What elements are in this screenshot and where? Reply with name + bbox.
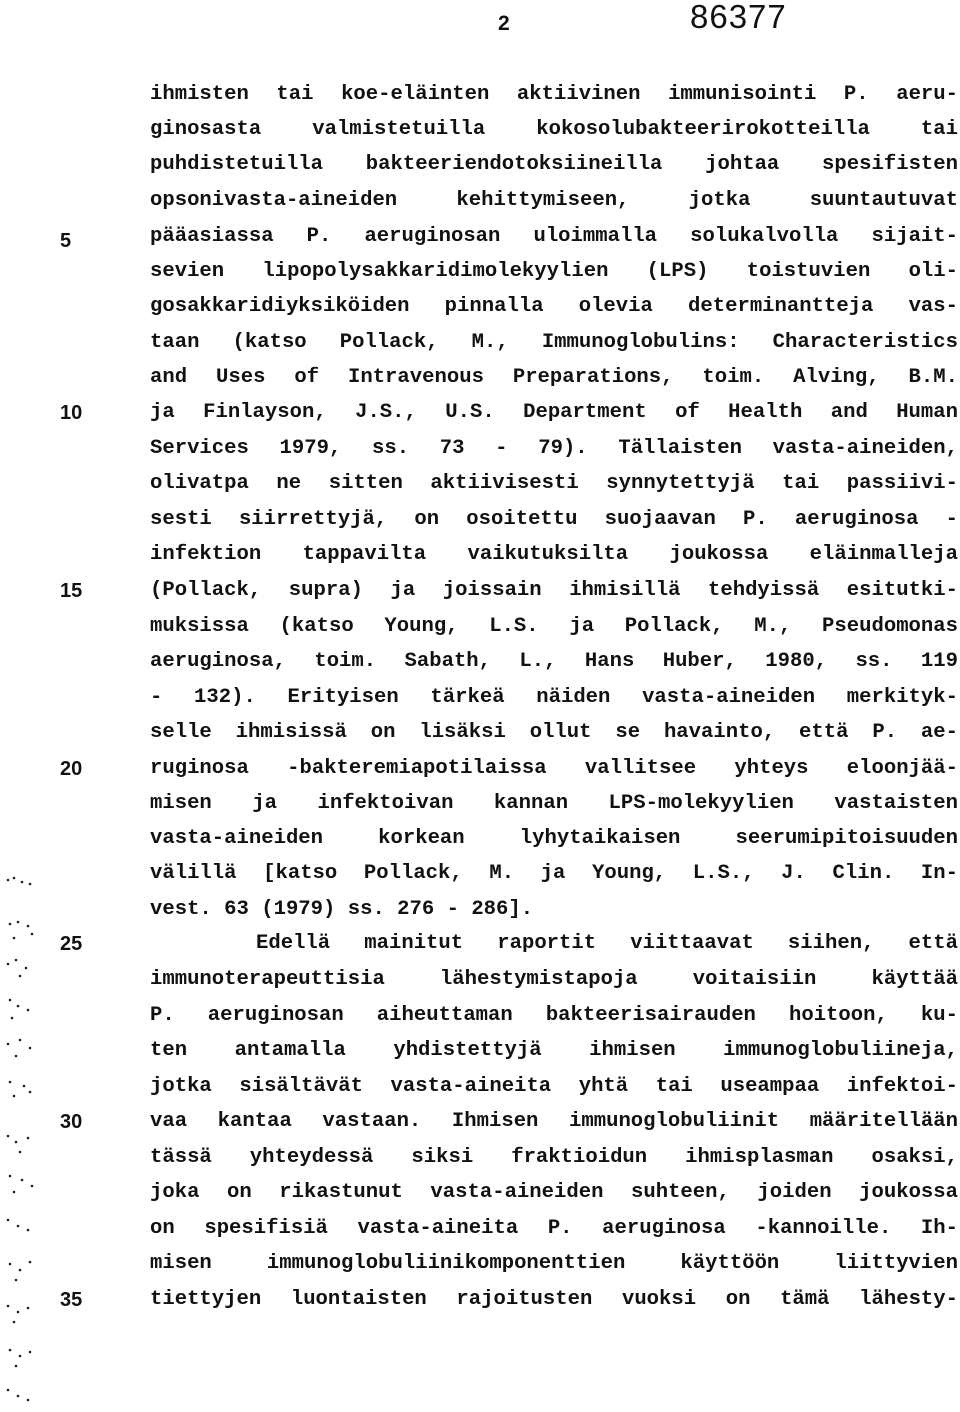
text-line: - 132). Erityisen tärkeä näiden vasta-aineiden merkityk- (150, 686, 958, 709)
text-line: gosakkaridiyksiköiden pinnalla olevia determinantteja vas- (150, 295, 958, 318)
text-line: sevien lipopolysakkaridimolekyylien (LPS) toistuvien oli- (150, 260, 958, 283)
text-line: taan (katso Pollack, M., Immunoglobulins: Characteristics (150, 331, 958, 354)
text-line: ruginosa -bakteremiapotilaissa vallitsee yhteys eloonjää- (150, 757, 958, 780)
text-line: infektion tappavilta vaikutuksilta joukossa eläinmalleja (150, 543, 958, 566)
line-number: 20 (60, 758, 83, 780)
text-line: immunoterapeuttisia lähestymistapoja voitaisiin käyttää (150, 968, 958, 991)
text-line: olivatpa ne sitten aktiivisesti synnytettyjä tai passiivi- (150, 472, 958, 495)
line-number: 30 (60, 1111, 83, 1133)
text-line: välillä [katso Pollack, M. ja Young, L.S., J. Clin. In- (150, 862, 958, 885)
text-line: pääasiassa P. aeruginosan uloimmalla solukalvolla sijait- (150, 225, 958, 248)
text-line: ja Finlayson, J.S., U.S. Department of Health and Human (150, 401, 958, 424)
text-line: jotka sisältävät vasta-aineita yhtä tai useampaa infektoi- (150, 1075, 958, 1098)
text-line: puhdistetuilla bakteeriendotoksiineilla johtaa spesifisten (150, 153, 958, 176)
text-line: misen immunoglobuliinikomponenttien käyttöön liittyvien (150, 1252, 958, 1275)
text-line: on spesifisiä vasta-aineita P. aeruginosa -kannoille. Ih- (150, 1217, 958, 1240)
text-line: sesti siirrettyjä, on osoitettu suojaavan P. aeruginosa - (150, 508, 958, 531)
line-number: 10 (60, 402, 83, 424)
text-line: Services 1979, ss. 73 - 79). Tällaisten vasta-aineiden, (150, 437, 958, 460)
text-line: selle ihmisissä on lisäksi ollut se havainto, että P. ae- (150, 721, 958, 744)
text-line: ihmisten tai koe-eläinten aktiivinen immunisointi P. aeru- (150, 83, 958, 106)
page-number: 2 (498, 12, 510, 35)
text-line: (Pollack, supra) ja joissain ihmisillä tehdyissä esitutki- (150, 579, 958, 602)
text-line: aeruginosa, toim. Sabath, L., Hans Huber, 1980, ss. 119 (150, 650, 958, 673)
text-line: Edellä mainitut raportit viittaavat siihen, että (256, 932, 958, 955)
line-number: 25 (60, 933, 83, 955)
text-line: vasta-aineiden korkean lyhytaikaisen seerumipitoisuuden (150, 827, 958, 850)
text-line: ten antamalla yhdistettyjä ihmisen immunoglobuliineja, (150, 1039, 958, 1062)
text-line: vest. 63 (1979) ss. 276 - 286]. (150, 898, 534, 921)
text-line: muksissa (katso Young, L.S. ja Pollack, M., Pseudomonas (150, 615, 958, 638)
text-line: tiettyjen luontaisten rajoitusten vuoksi on tämä lähesty- (150, 1288, 958, 1311)
text-line: misen ja infektoivan kannan LPS-molekyylien vastaisten (150, 792, 958, 815)
text-line: joka on rikastunut vasta-aineiden suhteen, joiden joukossa (150, 1181, 958, 1204)
text-line: P. aeruginosan aiheuttaman bakteerisairauden hoitoon, ku- (150, 1004, 958, 1027)
line-number: 5 (60, 230, 72, 252)
document-number: 86377 (690, 0, 787, 35)
line-number: 15 (60, 580, 83, 602)
text-line: vaa kantaa vastaan. Ihmisen immunoglobuliinit määritellään (150, 1110, 958, 1133)
text-line: ginosasta valmistetuilla kokosolubakteerirokotteilla tai (150, 118, 958, 141)
text-line: tässä yhteydessä siksi fraktioidun ihmisplasman osaksi, (150, 1146, 958, 1169)
line-number: 35 (60, 1289, 83, 1311)
margin-dots-decoration (0, 860, 70, 1412)
text-line: and Uses of Intravenous Preparations, toim. Alving, B.M. (150, 366, 958, 389)
text-line: opsonivasta-aineiden kehittymiseen, jotka suuntautuvat (150, 189, 958, 212)
